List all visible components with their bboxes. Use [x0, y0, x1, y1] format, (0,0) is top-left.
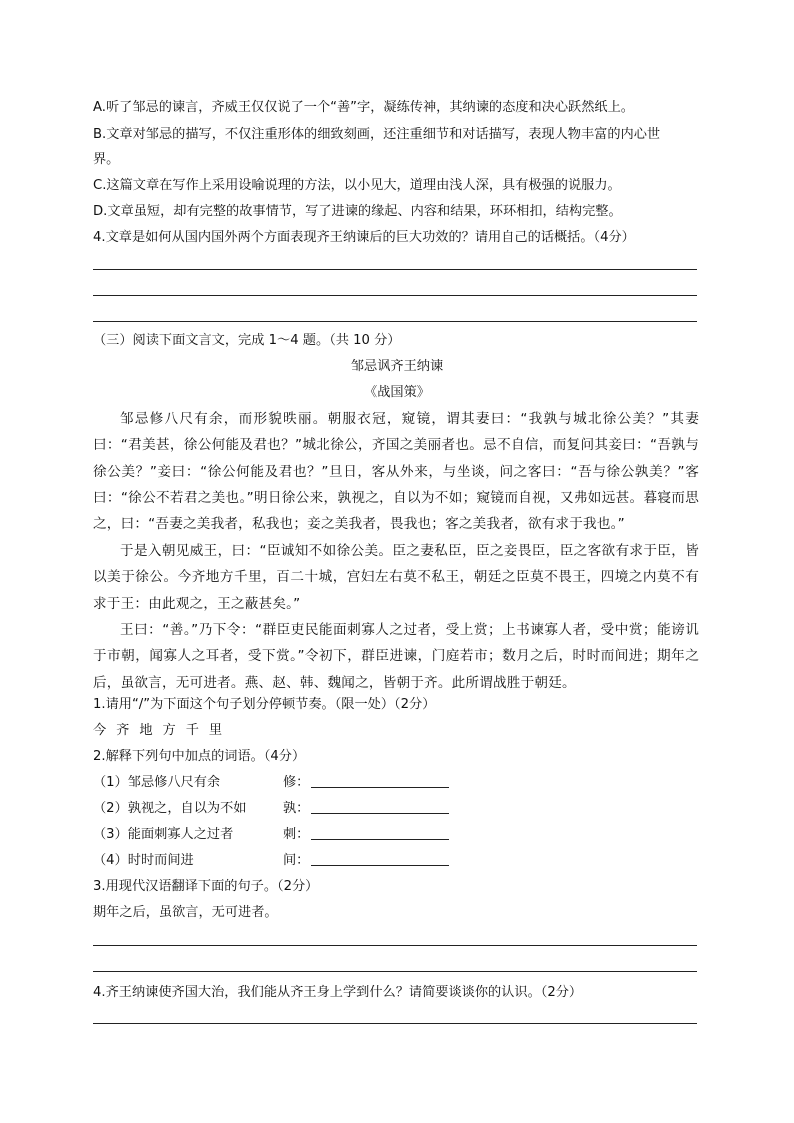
- q2-item-key: 孰：: [283, 801, 310, 816]
- q2-item-key: 间：: [283, 853, 310, 868]
- q2-item-key: 刺：: [283, 827, 310, 842]
- paragraph-text: 邹忌修八尺有余，而形貌昳丽。朝服衣冠，窥镜，谓其妻曰：“我孰与城北徐公美？”其妻曰：“君美甚，徐公何能及君也？”城北徐公，齐国之美丽者也。忌不自信，而复问其妾曰：“吾孰与徐公美？”妾曰：“徐公何能及君也？”旦日，客从外来，与坐谈，问之客曰：“吾与徐公孰美？”客曰：“徐公不若君之美也。”明日徐公来，孰视之，自以为不如；窥镜而自视，又弗如远甚。暮寝而思之，曰：“吾妻之美我者，私我也；妾之美我者，畏我也；客之美我者，欲有求于我也。”: [93, 411, 699, 533]
- answer-line[interactable]: [93, 295, 697, 296]
- question-1-prompt: 1.请用“/”为下面这个句子划分停顿节奏。（限一处）（2分）: [93, 697, 436, 712]
- paragraph-text: 王曰：“善。”乃下令：“群臣吏民能面刺寡人之过者，受上赏；上书谏寡人者，受中赏；能谤讥于市朝，闻寡人之耳者，受下赏。”令初下，群臣进谏，门庭若市；数月之后，时时而间进；期年之后，虽欲言，无可进者。燕、赵、韩、魏闻之，皆朝于齐。此所谓战胜于朝廷。: [93, 622, 699, 691]
- option-c: C.这篇文章在写作上采用设喻说理的方法，以小见大，道理由浅人深，具有极强的说服力。: [93, 178, 621, 193]
- option-b-line2: 界。: [93, 152, 120, 167]
- answer-line[interactable]: [93, 945, 697, 946]
- question-3-sentence: 期年之后，虽欲言，无可进者。: [93, 905, 278, 920]
- q2-item: [93, 850, 697, 872]
- answer-blank[interactable]: [311, 787, 449, 788]
- answer-blank[interactable]: [311, 839, 449, 840]
- q2-item-key: 修：: [283, 775, 310, 790]
- paragraph-text: 于是入朝见威王，曰：“臣诚知不如徐公美。臣之妻私臣，臣之妾畏臣，臣之客欲有求于臣，皆以美于徐公。今齐地方千里，百二十城，宫妇左右莫不私王，朝廷之臣莫不畏王，四境之内莫不有求于王：由此观之，王之蔽甚矣。”: [93, 543, 699, 612]
- answer-blank[interactable]: [311, 813, 449, 814]
- answer-blank[interactable]: [311, 865, 449, 866]
- question-3-prompt: 3.用现代汉语翻译下面的句子。（2分）: [93, 879, 319, 894]
- q2-item: [93, 824, 697, 846]
- question-4-prev: 4.文章是如何从国内国外两个方面表现齐王纳谏后的巨大功效的？请用自己的话概括。（4分）: [93, 230, 635, 245]
- q2-item-text: （2）孰视之，自以为不如: [93, 801, 247, 816]
- answer-line[interactable]: [93, 1023, 697, 1024]
- passage-title: 邹忌讽齐王纳谏: [350, 359, 444, 374]
- question-2-prompt: 2.解释下列句中加点的词语。（4分）: [93, 749, 306, 764]
- answer-line[interactable]: [93, 971, 697, 972]
- q2-item-text: （1）邹忌修八尺有余: [93, 775, 221, 790]
- q2-item-text: （3）能面刺寡人之过者: [93, 827, 234, 842]
- answer-line[interactable]: [93, 321, 697, 322]
- passage-paragraph-1: [93, 406, 699, 537]
- answer-line[interactable]: [93, 269, 697, 270]
- q2-item: [93, 772, 697, 794]
- question-4-prompt: 4.齐王纳谏使齐国大治，我们能从齐王身上学到什么？请简要谈谈你的认识。（2分）: [93, 985, 583, 1000]
- option-d: D.文章虽短，却有完整的故事情节，写了进谏的缘起、内容和结果，环环相扣，结构完整。: [93, 204, 622, 219]
- passage-paragraph-2: [93, 538, 699, 617]
- passage-paragraph-3: [93, 617, 699, 696]
- section-heading: （三）阅读下面文言文，完成 1～4 题。（共 10 分）: [93, 333, 401, 348]
- option-b-line1: B.文章对邹忌的描写，不仅注重形体的细致刻画，还注重细节和对话描写，表现人物丰富的内心世: [93, 127, 661, 142]
- q2-item-text: （4）时时而间进: [93, 853, 194, 868]
- passage-source: 《战国策》: [364, 385, 430, 400]
- q2-item: [93, 798, 697, 820]
- question-1-sentence: 今齐地方千里: [93, 723, 233, 738]
- option-a: A.听了邹忌的谏言，齐威王仅仅说了一个“善”字，凝练传神，其纳谏的态度和决心跃然纸上。: [93, 100, 634, 115]
